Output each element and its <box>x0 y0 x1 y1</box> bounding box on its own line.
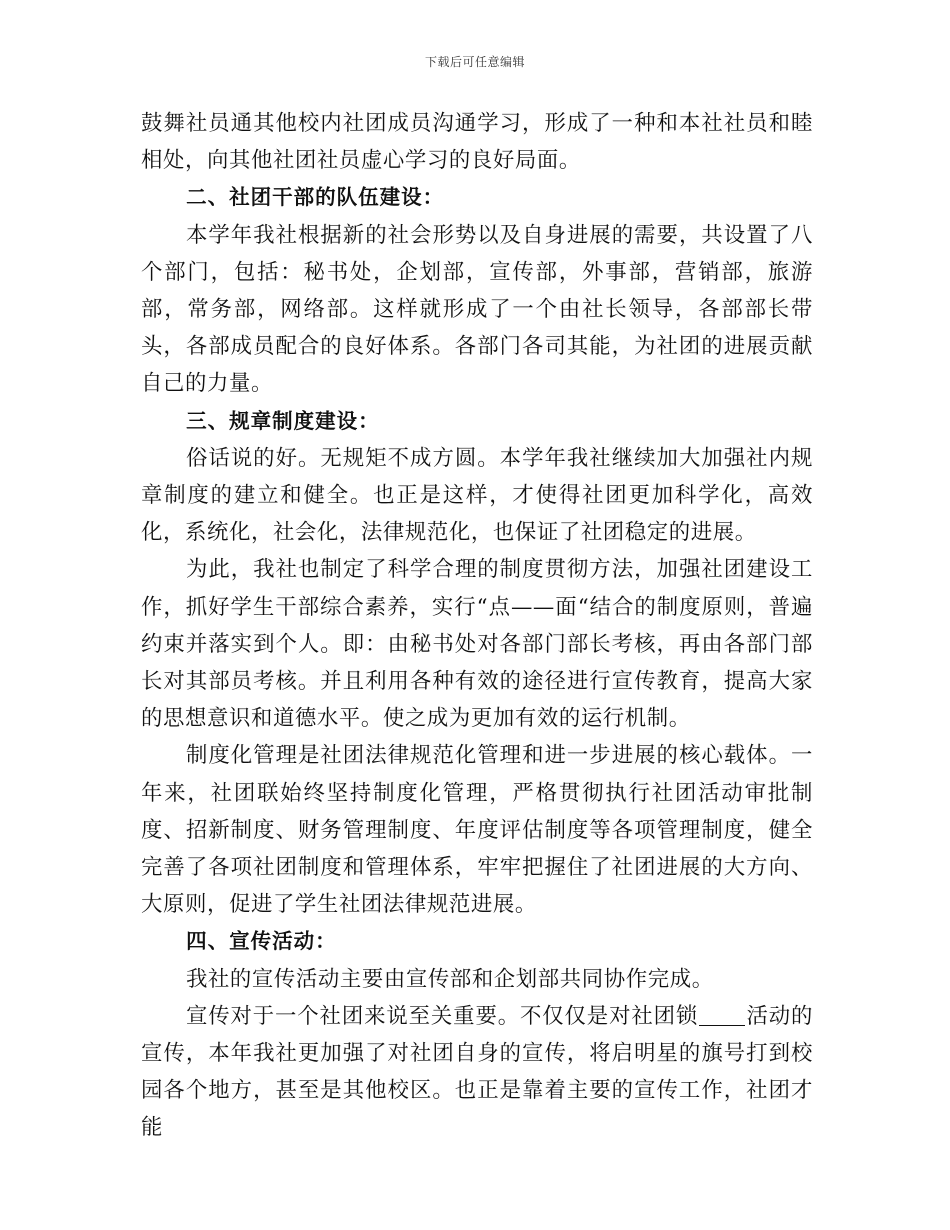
fill-in-blank-underline <box>699 1003 745 1025</box>
paragraph-publicity-departments: 我社的宣传活动主要由宣传部和企划部共同协作完成。 <box>185 966 714 992</box>
page-header: 下载后可任意编辑 <box>424 55 525 69</box>
paragraph-regulations-intro: 俗话说的好。无规矩不成方圆。本学年我社继续加大加强社内规章制度的建立和健全。也正是这样，才使得社团更加科学化，高效化，系统化，社会化，法律规范化，也保证了社团稳定的进展。 <box>141 445 813 546</box>
section-heading-regulations: 三、规章制度建设： <box>186 408 380 433</box>
paragraph-text-before-blank: 宣传对于一个社团来说至关重要。不仅仅是对社团锁 <box>185 1003 699 1029</box>
paragraph-text-after-blank: 活动的宣传，本年我社更加强了对社团自身的宣传，将启明星的旗号打到校园各个地方，甚至是其他校区。也正是靠着主要的宣传工作，社团才能 <box>141 1003 813 1141</box>
paragraph-institutional-management: 制度化管理是社团法律规范化管理和进一步进展的核心载体。一年来，社团联始终坚持制度化管理，严格贯彻执行社团活动审批制度、招新制度、财务管理制度、年度评估制度等各项管理制度，健全完善了各项社团制度和管理体系，牢牢把握住了社团进展的大方向、大原则，促进了学生社团法律规范进展。 <box>141 743 813 918</box>
section-heading-team-building: 二、社团干部的队伍建设： <box>186 185 445 210</box>
paragraph-publicity-importance <box>141 998 813 1147</box>
paragraph-departments: 本学年我社根据新的社会形势以及自身进展的需要，共设置了八个部门，包括：秘书处，企划部，宣传部，外事部，营销部，旅游部，常务部，网络部。这样就形成了一个由社长领导，各部部长带头，各部成员配合的良好体系。各部门各司其能，为社团的进展贡献自己的力量。 <box>141 222 813 397</box>
document-body <box>141 105 813 1147</box>
section-heading-publicity: 四、宣传活动： <box>186 929 337 954</box>
paragraph-regulations-method: 为此，我社也制定了科学合理的制度贯彻方法，加强社团建设工作，抓好学生干部综合素养，实行“点——面“结合的制度原则，普遍约束并落实到个人。即：由秘书处对各部门部长考核，再由各部门部长对其部员考核。并且利用各种有效的途径进行宣传教育，提高大家的思想意识和道德水平。使之成为更加有效的运行机制。 <box>141 557 813 732</box>
paragraph-continuation: 鼓舞社员通其他校内社团成员沟通学习，形成了一种和本社社员和睦相处，向其他社团社员虚心学习的良好局面。 <box>141 111 813 174</box>
